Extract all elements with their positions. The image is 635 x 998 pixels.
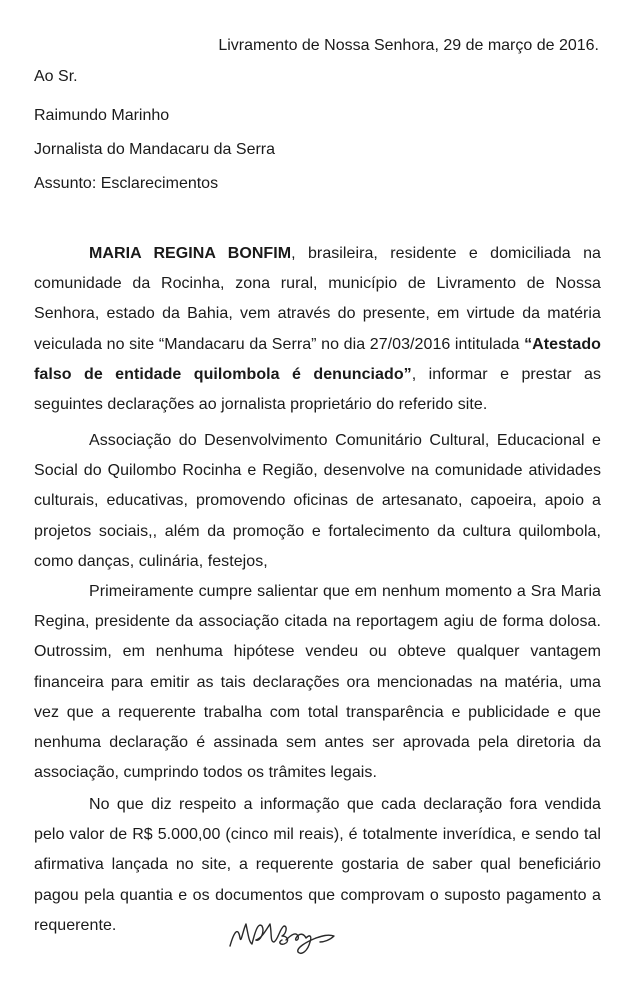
recipient-salutation: Ao Sr. <box>34 68 78 85</box>
subject-line: Assunto: Esclarecimentos <box>34 175 219 192</box>
paragraph-introduction <box>34 239 601 420</box>
handwritten-signature <box>226 912 338 962</box>
recipient-name: Raimundo Marinho <box>34 107 170 124</box>
paragraph-association: Associação do Desenvolvimento Comunitário Cultural, Educacional e Social do Quilombo Rocinha e Região, desenvolve na comunidade atividades culturais, educativas, promovendo oficinas de artesanato, capoeira, apoio a projetos sociais,, além da promoção e fortalecimento da cultura quilombola, como danças, culinária, festejos, <box>34 432 601 570</box>
introduction-text-a: , brasileira, residente e domiciliada na comunidade da Rocinha, zona rural, município de Livramento de Nossa Senhora, estado da Bahia, vem através do presente, em virtude da matéria veiculada no site “Mandacaru da Serra” no dia 27/03/2016 intitulada <box>34 245 602 353</box>
paragraph-payment-claim: No que diz respeito a informação que cada declaração fora vendida pelo valor de R$ 5.000,00 (cinco mil reais), é totalmente inverídica, e sendo tal afirmativa lançada no site, a requerente gostaria de saber qual beneficiário pagou pela quantia e os documentos que comprovam o suposto pagamento a requerente. <box>34 796 601 934</box>
sender-name: MARIA REGINA BONFIM <box>89 245 292 262</box>
article-headline: “Atestado falso de entidade quilombola é denunciado” <box>34 335 601 383</box>
paragraph-clarification: Primeiramente cumpre salientar que em nenhum momento a Sra Maria Regina, presidente da associação citada na reportagem agiu de forma dolosa. Outrossim, em nenhuma hipótese vendeu ou obteve qualquer vantagem financeira para emitir as tais declarações ora mencionadas na matéria, uma vez que a requerente trabalha com total transparência e publicidade e que nenhuma declaração é assinada sem antes ser aprovada pela diretoria da associação, cumprindo todos os trâmites legais. <box>34 583 601 782</box>
date-line: Livramento de Nossa Senhora, 29 de março de 2016. <box>218 37 599 54</box>
introduction-text-b: , informar e prestar as seguintes declarações ao jornalista proprietário do referido site. <box>34 365 601 414</box>
recipient-title: Jornalista do Mandacaru da Serra <box>34 141 276 158</box>
